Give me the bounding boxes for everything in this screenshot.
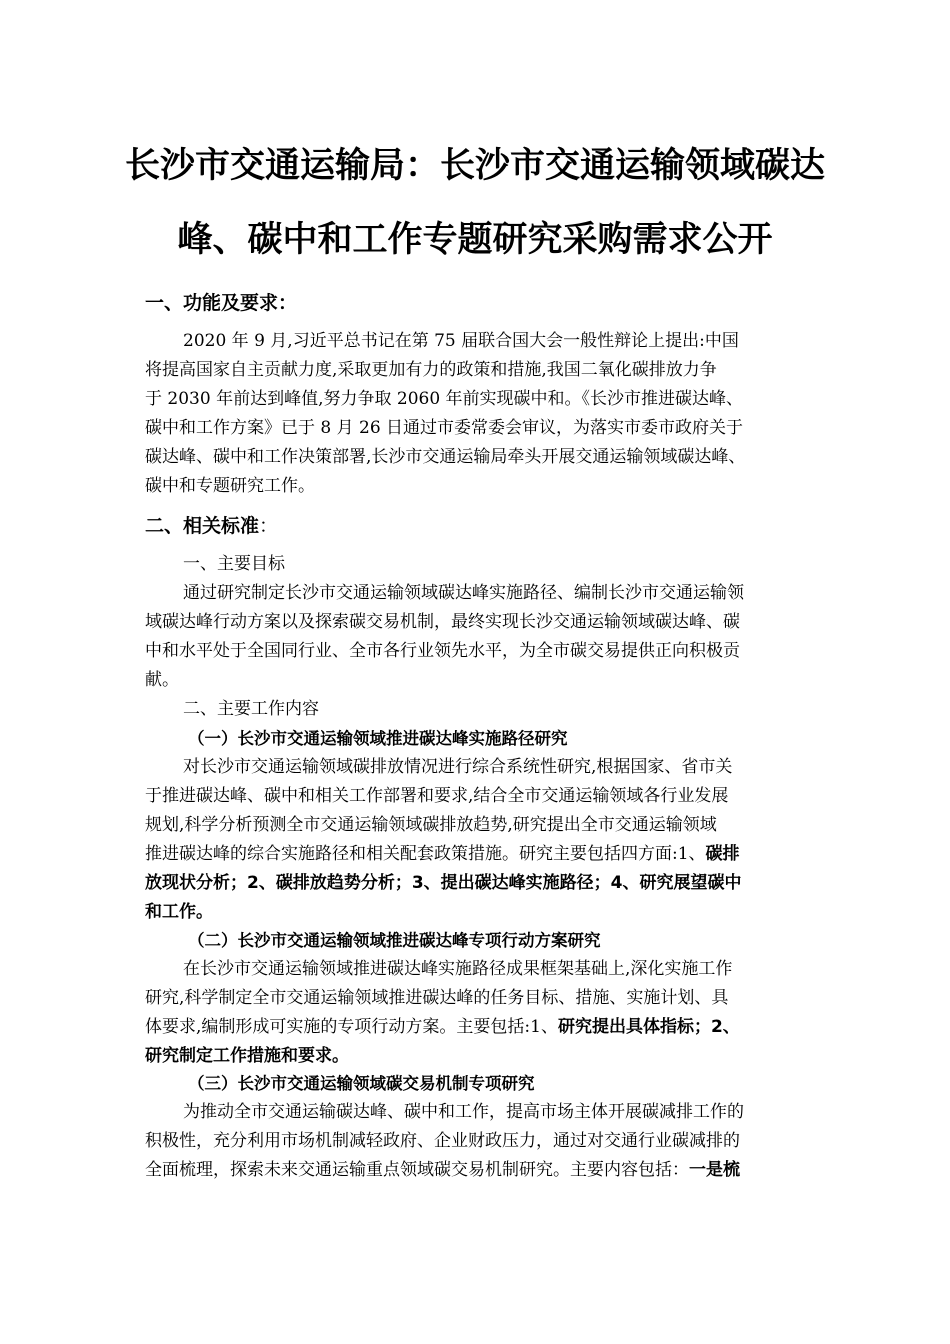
paragraph-line bbox=[145, 1013, 805, 1042]
item-3-heading: （三）长沙市交通运输领域碳交易机制专项研究 bbox=[188, 1074, 535, 1093]
section-2-heading-colon: ： bbox=[259, 515, 279, 537]
emphasis-text: 碳排 bbox=[705, 844, 740, 864]
paragraph-line: 中和水平处于全国同行业、全市各行业领先水平，为全市碳交易提供正向积极贡 bbox=[145, 641, 740, 661]
paragraph-line: 碳达峰、碳中和工作决策部署,长沙市交通运输局牵头开展交通运输领域碳达峰、 bbox=[145, 447, 746, 467]
item-3-paragraph bbox=[145, 1098, 805, 1185]
paragraph-line: 碳中和工作方案》已于 8 月 26 日通过市委常委会审议，为落实市委市政府关于 bbox=[145, 418, 744, 438]
emphasis-text: 研究提出具体指标；2、 bbox=[557, 1017, 740, 1037]
goals-paragraph bbox=[145, 579, 805, 695]
section-2-heading-text: 二、相关标准 bbox=[145, 515, 260, 537]
item-1-paragraph bbox=[145, 753, 805, 927]
emphasis-line: 放现状分析；2、碳排放趋势分析；3、提出碳达峰实施路径；4、研究展望碳中 bbox=[145, 873, 742, 893]
paragraph-line: 规划,科学分析预测全市交通运输领域碳排放趋势,研究提出全市交通运输领域 bbox=[145, 815, 717, 835]
paragraph-line: 献。 bbox=[145, 670, 179, 690]
paragraph-line: 通过研究制定长沙市交通运输领域碳达峰实施路径、编制长沙市交通运输领 bbox=[183, 583, 744, 603]
paragraph-line: 研究,科学制定全市交通运输领域推进碳达峰的任务目标、措施、实施计划、具 bbox=[145, 988, 729, 1008]
emphasis-line: 和工作。 bbox=[145, 902, 213, 922]
document-title-line-2: 峰、碳中和工作专题研究采购需求公开 bbox=[177, 220, 773, 260]
paragraph-line: 碳中和专题研究工作。 bbox=[145, 476, 315, 496]
paragraph-line: 于推进碳达峰、碳中和相关工作部署和要求,结合全市交通运输领域各行业发展 bbox=[145, 786, 729, 806]
paragraph-line: 于 2030 年前达到峰值,努力争取 2060 年前实现碳中和。《长沙市推进碳达峰、 bbox=[145, 389, 744, 409]
paragraph-line: 对长沙市交通运输领域碳排放情况进行综合系统性研究,根据国家、省市关 bbox=[183, 757, 733, 777]
paragraph-text: 全面梳理，探索未来交通运输重点领域碳交易机制研究。主要内容包括： bbox=[145, 1160, 689, 1180]
paragraph-line bbox=[145, 840, 805, 869]
paragraph-line bbox=[145, 1156, 805, 1185]
emphasis-text: 一是梳 bbox=[689, 1160, 740, 1180]
section-1-heading: 一、功能及要求： bbox=[145, 292, 298, 314]
subsection-label-goals: 一、主要目标 bbox=[183, 554, 285, 574]
item-1-heading: （一）长沙市交通运输领域推进碳达峰实施路径研究 bbox=[188, 729, 568, 748]
paragraph-line: 将提高国家自主贡献力度,采取更加有力的政策和措施,我国二氧化碳排放力争 bbox=[145, 360, 717, 380]
document-title-line-1: 长沙市交通运输局：长沙市交通运输领域碳达 bbox=[124, 146, 825, 186]
paragraph-text: 体要求,编制形成可实施的专项行动方案。主要包括:1、 bbox=[145, 1017, 558, 1037]
paragraph-line: 在长沙市交通运输领域推进碳达峰实施路径成果框架基础上,深化实施工作 bbox=[183, 959, 733, 979]
paragraph-text: 推进碳达峰的综合实施路径和相关配套政策措施。研究主要包括四方面:1、 bbox=[145, 844, 706, 864]
section-1-paragraph bbox=[145, 327, 805, 501]
item-2-paragraph bbox=[145, 955, 805, 1071]
paragraph-line: 域碳达峰行动方案以及探索碳交易机制，最终实现长沙交通运输领域碳达峰、碳 bbox=[145, 612, 740, 632]
paragraph-line: 为推动全市交通运输碳达峰、碳中和工作，提高市场主体开展碳减排工作的 bbox=[183, 1102, 744, 1122]
paragraph-line: 2020 年 9 月,习近平总书记在第 75 届联合国大会一般性辩论上提出:中国 bbox=[183, 331, 739, 351]
paragraph-line: 积极性，充分利用市场机制减轻政府、企业财政压力，通过对交通行业碳减排的 bbox=[145, 1131, 740, 1151]
subsection-label-work: 二、主要工作内容 bbox=[183, 699, 319, 719]
section-2-heading bbox=[145, 513, 278, 539]
emphasis-line: 研究制定工作措施和要求。 bbox=[145, 1046, 349, 1066]
item-2-heading: （二）长沙市交通运输领域推进碳达峰专项行动方案研究 bbox=[188, 931, 601, 950]
